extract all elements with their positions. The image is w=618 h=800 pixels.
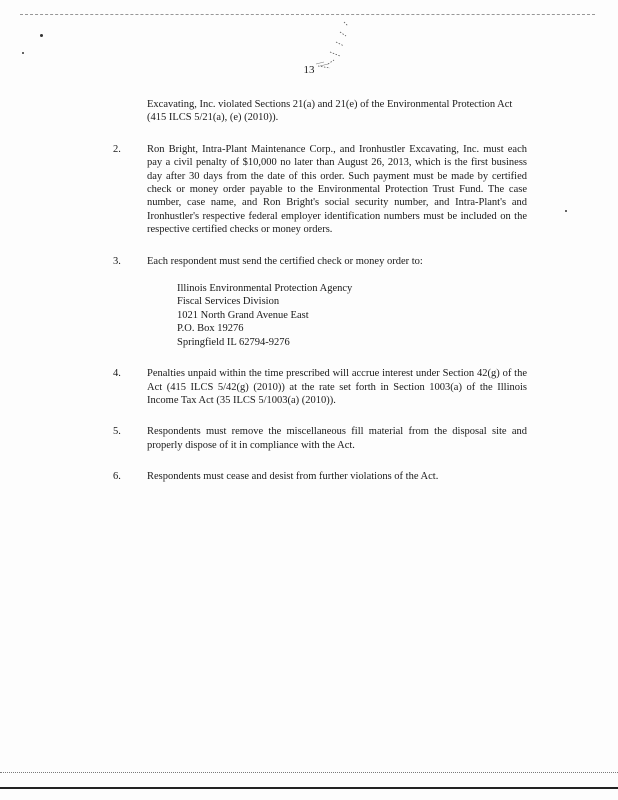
address-line: Springfield IL 62794-9276 [177, 336, 290, 348]
scan-speck [40, 34, 43, 37]
payment-address [177, 282, 527, 349]
item-number: 5. [113, 426, 121, 438]
order-body [113, 98, 527, 502]
order-item-2 [113, 143, 527, 237]
item-number: 2. [113, 143, 121, 155]
item-text: Ron Bright, Intra-Plant Maintenance Corp., and Ironhustler Excavating, Inc. must each pay a civil penalty of $10,000 no later than August 26, 2013, which is the first business day after 30 days from the date of this order. Such payment must be made by certified check or money order payable to the Environmental Protection Trust Fund. The case number, case name, and Ron Bright's social security number, and Intra-Plant's and Ironhustler's respective federal employer identification numbers must be included on the respective certified checks or money orders. [147, 143, 527, 236]
scan-artifact-bottom-dotted-line [0, 772, 618, 773]
item-text: Respondents must remove the miscellaneous fill material from the disposal site and properly dispose of it in compliance with the Act. [147, 426, 527, 451]
item-number: 6. [113, 471, 121, 483]
address-line: Illinois Environmental Protection Agency [177, 283, 353, 295]
scan-speck [565, 210, 567, 212]
scan-speck [22, 52, 24, 54]
scan-artifact-top-line [20, 14, 595, 15]
scan-artifact-bottom-edge [0, 787, 618, 789]
item-number: 3. [113, 255, 121, 267]
order-item-5 [113, 425, 527, 452]
item-text: Penalties unpaid within the time prescribed will accrue interest under Section 42(g) of the Act (415 ILCS 5/42(g) (2010)) at the rate set forth in Section 1003(a) of the Illinois Income Tax Act (35 ILCS 5/1003(a) (2010)). [147, 368, 527, 406]
address-line: P.O. Box 19276 [177, 323, 244, 335]
page-number: 13 [303, 64, 315, 76]
address-line: 1021 North Grand Avenue East [177, 309, 309, 321]
address-line: Fiscal Services Division [177, 296, 280, 308]
order-item-6 [113, 470, 527, 483]
item-text: Respondents must cease and desist from further violations of the Act. [147, 471, 439, 483]
item-text: Each respondent must send the certified check or money order to: [147, 255, 423, 267]
order-item-4 [113, 367, 527, 407]
order-item-3 [113, 255, 527, 349]
item-number: 4. [113, 368, 121, 380]
continuation-paragraph: Excavating, Inc. violated Sections 21(a) and 21(e) of the Environmental Protection Act (415 ILCS 5/21(a), (e) (2010)). [147, 99, 513, 124]
